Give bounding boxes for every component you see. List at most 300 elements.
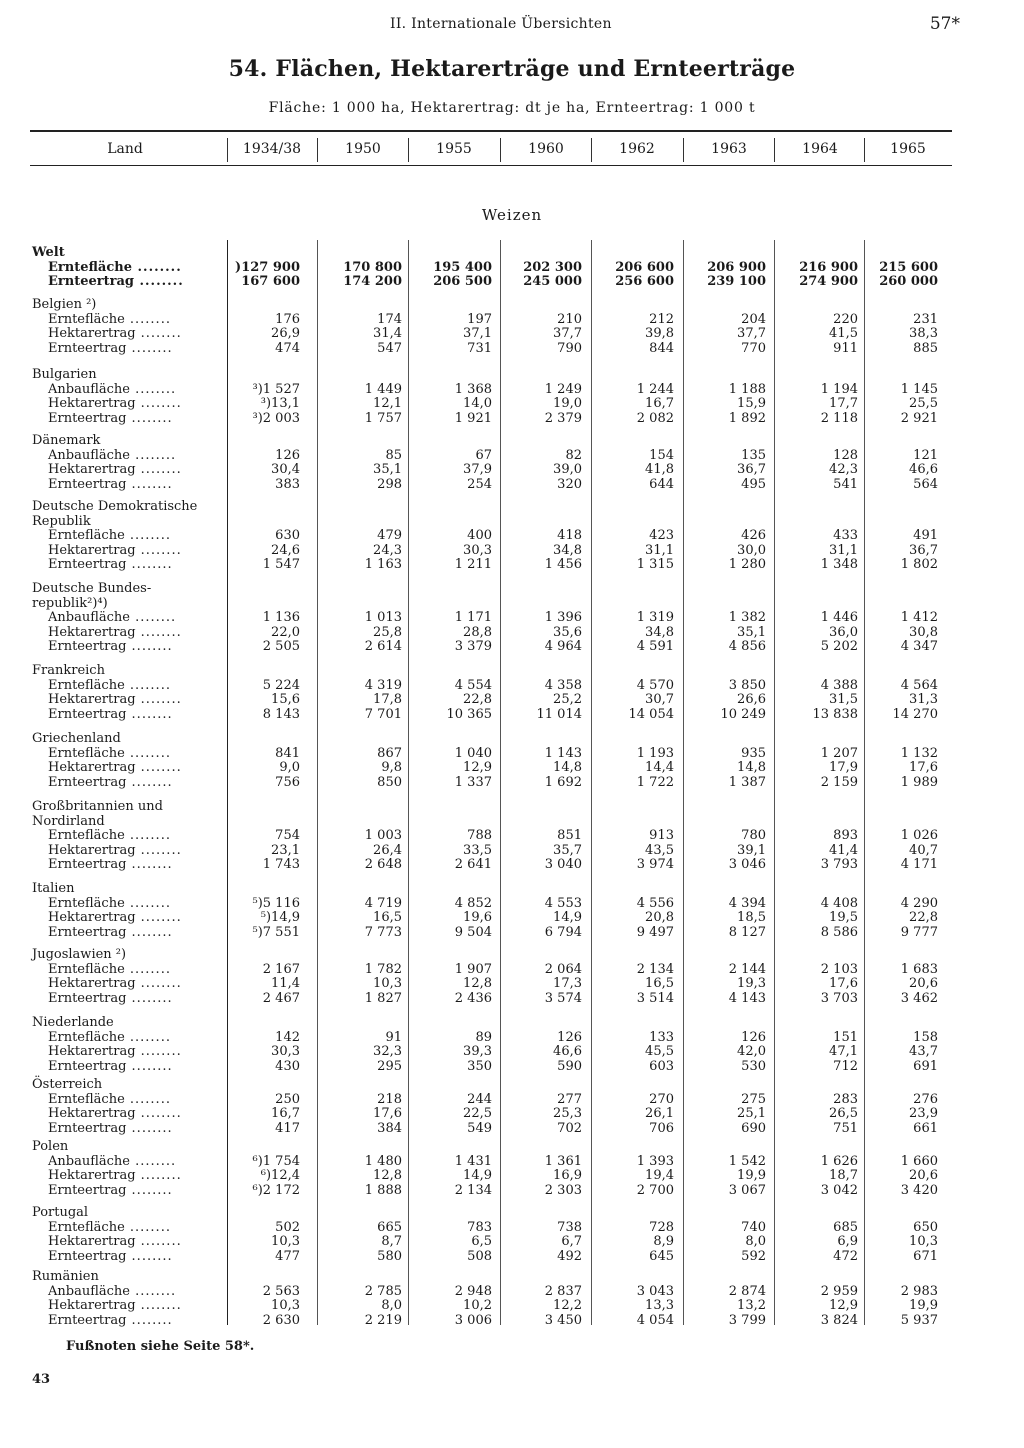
table-row — [30, 1299, 950, 1314]
table-cell: 706 — [649, 1120, 674, 1136]
row-label: Erntefläche ........ — [48, 1219, 171, 1235]
table-cell: 1 361 — [544, 1153, 582, 1169]
table-cell: 204 — [741, 311, 766, 327]
table-cell: 12,8 — [463, 976, 492, 992]
table-cell: 6,5 — [471, 1234, 492, 1250]
table-cell: 195 400 — [433, 259, 492, 275]
table-cell: 5 202 — [820, 639, 858, 655]
row-label: Ernteertrag ........ — [48, 1058, 173, 1074]
table-cell: 756 — [275, 774, 300, 790]
table-cell: 1 431 — [454, 1153, 492, 1169]
table-cell: 26,6 — [737, 692, 766, 708]
table-cell: 4 570 — [636, 677, 674, 693]
table-cell: 12,1 — [373, 396, 402, 412]
column-header-separator — [864, 138, 865, 162]
table-cell: 16,7 — [271, 1106, 300, 1122]
row-label: Hektarertrag ........ — [48, 542, 182, 558]
table-cell: 3 379 — [454, 639, 492, 655]
table-subtitle: Fläche: 1 000 ha, Hektarertrag: dt je ha, Ernteertrag: 1 000 t — [268, 100, 756, 116]
row-label: Erntefläche ........ — [48, 259, 182, 275]
table-cell: 1 446 — [820, 610, 858, 626]
column-header-year: 1950 — [345, 141, 381, 157]
table-cell: 1 921 — [454, 410, 492, 426]
row-label: Ernteertrag ........ — [48, 706, 173, 722]
table-cell: 1 163 — [364, 557, 402, 573]
table-cell: 31,5 — [829, 692, 858, 708]
row-label: Anbaufläche ........ — [48, 381, 177, 397]
table-cell: 202 300 — [523, 259, 582, 275]
table-cell: 2 630 — [262, 1312, 300, 1328]
table-cell: 3 850 — [728, 677, 766, 693]
row-label: Ernteertrag ........ — [48, 476, 173, 492]
table-cell: 17,6 — [829, 976, 858, 992]
table-cell: 22,8 — [463, 692, 492, 708]
country-block — [30, 732, 950, 790]
row-label: Erntefläche ........ — [48, 745, 171, 761]
table-cell: 14,8 — [553, 760, 582, 776]
table-row — [30, 911, 950, 926]
table-cell: 2 505 — [262, 639, 300, 655]
table-cell: 479 — [377, 528, 402, 544]
table-cell: 36,0 — [829, 624, 858, 640]
row-label: Erntefläche ........ — [48, 1091, 171, 1107]
table-cell: 2 648 — [364, 857, 402, 873]
table-cell: 170 800 — [343, 259, 402, 275]
table-cell: 154 — [649, 447, 674, 463]
table-row — [30, 1122, 950, 1137]
country-name: Bulgarien — [32, 367, 97, 382]
table-cell: 25,1 — [737, 1106, 766, 1122]
table-cell: 12,9 — [829, 1298, 858, 1314]
table-cell: 17,6 — [909, 760, 938, 776]
table-cell: 283 — [833, 1091, 858, 1107]
table-cell: 3 420 — [900, 1182, 938, 1198]
column-header-separator — [408, 138, 409, 162]
table-cell: 16,7 — [645, 396, 674, 412]
table-cell: 4 564 — [900, 677, 938, 693]
table-cell: 295 — [377, 1058, 402, 1074]
row-label: Ernteertrag ........ — [48, 1182, 173, 1198]
table-cell: 13,3 — [645, 1298, 674, 1314]
table-cell: 8 127 — [728, 924, 766, 940]
table-cell: 37,7 — [553, 326, 582, 342]
table-cell: 3 046 — [728, 857, 766, 873]
table-cell: 277 — [557, 1091, 582, 1107]
table-cell: 126 — [275, 447, 300, 463]
table-cell: 1 757 — [364, 410, 402, 426]
table-cell: 34,8 — [645, 624, 674, 640]
table-cell: 2 303 — [544, 1182, 582, 1198]
row-label: Hektarertrag ........ — [48, 624, 182, 640]
table-cell: 14,4 — [645, 760, 674, 776]
table-cell: 770 — [741, 340, 766, 356]
table-cell: 580 — [377, 1248, 402, 1264]
table-cell: 30,7 — [645, 692, 674, 708]
table-cell: 30,3 — [271, 1044, 300, 1060]
column-header-year: 1934/38 — [242, 141, 302, 157]
table-row — [30, 383, 950, 398]
column-header-separator — [683, 138, 684, 162]
table-cell: 1 319 — [636, 610, 674, 626]
table-cell: 35,1 — [737, 624, 766, 640]
table-row — [30, 1235, 950, 1250]
table-cell: 16,5 — [645, 976, 674, 992]
table-cell: 4 143 — [728, 990, 766, 1006]
table-cell: 46,6 — [553, 1044, 582, 1060]
table-row — [30, 327, 950, 342]
table-cell: 2 436 — [454, 990, 492, 1006]
table-cell: 14,8 — [737, 760, 766, 776]
table-cell: 603 — [649, 1058, 674, 1074]
table-cell: 42,0 — [737, 1044, 766, 1060]
country-name: Italien — [32, 881, 75, 896]
table-row — [30, 963, 950, 978]
table-cell: 1 348 — [820, 557, 858, 573]
row-label: Hektarertrag ........ — [48, 842, 182, 858]
table-cell: 33,5 — [463, 842, 492, 858]
table-cell: 2 614 — [364, 639, 402, 655]
table-cell: 128 — [833, 447, 858, 463]
table-cell: 2 563 — [262, 1283, 300, 1299]
column-header-year: 1955 — [436, 141, 472, 157]
table-cell: 491 — [913, 528, 938, 544]
table-cell: 14 054 — [628, 706, 674, 722]
column-header-year: 1963 — [711, 141, 747, 157]
row-label: Ernteertrag ........ — [48, 1248, 173, 1264]
country-name-continued: Nordirland — [32, 813, 105, 829]
table-cell: 1 480 — [364, 1153, 402, 1169]
table-row — [30, 1060, 950, 1075]
table-cell: 1 040 — [454, 745, 492, 761]
table-cell: 1 145 — [900, 381, 938, 397]
row-label: Hektarertrag ........ — [48, 326, 182, 342]
table-cell: 3 514 — [636, 990, 674, 1006]
table-cell: 1 888 — [364, 1182, 402, 1198]
table-row — [30, 761, 950, 776]
table-cell: 245 000 — [523, 274, 582, 290]
table-cell: 1 003 — [364, 828, 402, 844]
table-cell: 4 554 — [454, 677, 492, 693]
table-cell: 18,7 — [829, 1168, 858, 1184]
table-cell: 712 — [833, 1058, 858, 1074]
country-block — [30, 1016, 950, 1074]
row-label: Ernteertrag ........ — [48, 639, 173, 655]
table-cell: 4 556 — [636, 895, 674, 911]
table-cell: 2 983 — [900, 1283, 938, 1299]
table-cell: 400 — [467, 528, 492, 544]
table-cell: 430 — [275, 1058, 300, 1074]
table-row — [30, 463, 950, 478]
row-label: Ernteertrag ........ — [48, 340, 173, 356]
table-cell: 7 701 — [364, 706, 402, 722]
country-name: Griechenland — [32, 731, 121, 746]
table-cell: 426 — [741, 528, 766, 544]
table-cell: 216 900 — [799, 259, 858, 275]
table-cell: 1 683 — [900, 961, 938, 977]
table-cell: 11 014 — [536, 706, 582, 722]
country-block — [30, 948, 950, 1006]
table-cell: 126 — [741, 1029, 766, 1045]
column-header-separator — [317, 138, 318, 162]
table-cell: 844 — [649, 340, 674, 356]
table-cell: 254 — [467, 476, 492, 492]
table-cell: 142 — [275, 1029, 300, 1045]
table-cell: 1 315 — [636, 557, 674, 573]
table-cell: 6 794 — [544, 924, 582, 940]
table-row — [30, 858, 950, 873]
table-cell: 40,7 — [909, 842, 938, 858]
table-cell: 41,8 — [645, 462, 674, 478]
table-cell: 644 — [649, 476, 674, 492]
table-cell: 218 — [377, 1091, 402, 1107]
row-label: Hektarertrag ........ — [48, 1168, 182, 1184]
table-cell: 9,0 — [279, 760, 300, 776]
row-label: Ernteertrag ........ — [48, 857, 173, 873]
table-cell: 2 134 — [636, 961, 674, 977]
table-cell: 206 500 — [433, 274, 492, 290]
table-cell: 1 194 — [820, 381, 858, 397]
country-block — [30, 368, 950, 426]
table-row — [30, 977, 950, 992]
column-header-separator — [500, 138, 501, 162]
table-cell: 10,3 — [373, 976, 402, 992]
table-cell: 1 626 — [820, 1153, 858, 1169]
table-row — [30, 1093, 950, 1108]
row-label: Anbaufläche ........ — [48, 447, 177, 463]
table-cell: 738 — [557, 1219, 582, 1235]
table-cell: 14,9 — [553, 910, 582, 926]
country-block — [30, 664, 950, 722]
table-cell: 1 892 — [728, 410, 766, 426]
row-label: Erntefläche ........ — [48, 828, 171, 844]
page-header — [30, 14, 960, 38]
table-cell: 3 040 — [544, 857, 582, 873]
table-cell: 477 — [275, 1248, 300, 1264]
table-cell: 31,4 — [373, 326, 402, 342]
table-cell: 350 — [467, 1058, 492, 1074]
table-cell: 867 — [377, 745, 402, 761]
table-cell: 630 — [275, 528, 300, 544]
table-cell: 20,6 — [909, 1168, 938, 1184]
country-block — [30, 246, 950, 290]
country-name: Polen — [32, 1139, 69, 1154]
row-label: Ernteertrag ........ — [48, 774, 173, 790]
country-name: Welt — [32, 245, 65, 260]
table-cell: 530 — [741, 1058, 766, 1074]
country-name: Belgien ²) — [32, 297, 97, 312]
table-cell: 15,9 — [737, 396, 766, 412]
table-cell: 19,6 — [463, 910, 492, 926]
table-row — [30, 844, 950, 859]
table-cell: 1 368 — [454, 381, 492, 397]
table-row — [30, 529, 950, 544]
table-cell: ⁶)1 754 — [252, 1153, 300, 1169]
table-cell: 2 467 — [262, 990, 300, 1006]
table-cell: 1 387 — [728, 774, 766, 790]
table-cell: 275 — [741, 1091, 766, 1107]
table-cell: 10,3 — [271, 1234, 300, 1250]
table-cell: 911 — [833, 340, 858, 356]
table-cell: 37,1 — [463, 326, 492, 342]
country-name: Deutsche Bundes- — [32, 581, 152, 596]
table-cell: 16,5 — [373, 910, 402, 926]
table-cell: 17,3 — [553, 976, 582, 992]
table-cell: 212 — [649, 311, 674, 327]
table-row — [30, 708, 950, 723]
table-row — [30, 776, 950, 791]
table-cell: ⁵)5 116 — [252, 895, 300, 911]
table-cell: 31,1 — [829, 542, 858, 558]
table-cell: 8,0 — [745, 1234, 766, 1250]
table-cell: 22,8 — [909, 910, 938, 926]
crop-title: Weizen — [481, 206, 543, 224]
country-name: Rumänien — [32, 1269, 99, 1284]
table-cell: 1 547 — [262, 557, 300, 573]
table-cell: 1 412 — [900, 610, 938, 626]
table-cell: 1 393 — [636, 1153, 674, 1169]
table-cell: 6,7 — [561, 1234, 582, 1250]
table-cell: 35,6 — [553, 624, 582, 640]
table-cell: 39,0 — [553, 462, 582, 478]
table-cell: 12,8 — [373, 1168, 402, 1184]
table-cell: 645 — [649, 1248, 674, 1264]
table-cell: 590 — [557, 1058, 582, 1074]
table-cell: 728 — [649, 1219, 674, 1235]
table-cell: 731 — [467, 340, 492, 356]
table-cell: 423 — [649, 528, 674, 544]
country-name-continued: republik²)⁴) — [32, 595, 108, 611]
table-row — [30, 558, 950, 573]
table-cell: 1 211 — [454, 557, 492, 573]
table-cell: 3 574 — [544, 990, 582, 1006]
table-row — [30, 397, 950, 412]
table-cell: 788 — [467, 828, 492, 844]
table-cell: 1 280 — [728, 557, 766, 573]
column-header-separator — [227, 138, 228, 162]
table-cell: 4 591 — [636, 639, 674, 655]
table-cell: 30,4 — [271, 462, 300, 478]
table-cell: 3 703 — [820, 990, 858, 1006]
table-cell: 502 — [275, 1219, 300, 1235]
row-label: Erntefläche ........ — [48, 677, 171, 693]
table-cell: 31,3 — [909, 692, 938, 708]
table-cell: 1 456 — [544, 557, 582, 573]
table-cell: 592 — [741, 1248, 766, 1264]
table-cell: 36,7 — [909, 542, 938, 558]
table-cell: 46,6 — [909, 462, 938, 478]
table-cell: ³)2 003 — [252, 410, 300, 426]
table-cell: 43,7 — [909, 1044, 938, 1060]
table-cell: 14 270 — [892, 706, 938, 722]
table-row — [30, 626, 950, 641]
country-block — [30, 582, 950, 655]
table-cell: 67 — [475, 447, 492, 463]
table-cell: 260 000 — [879, 274, 938, 290]
table-cell: 250 — [275, 1091, 300, 1107]
table-cell: 9 497 — [636, 924, 674, 940]
table-cell: 20,6 — [909, 976, 938, 992]
table-cell: 3 043 — [636, 1283, 674, 1299]
table-cell: 1 193 — [636, 745, 674, 761]
table-row — [30, 1169, 950, 1184]
table-cell: 740 — [741, 1219, 766, 1235]
table-cell: 206 600 — [615, 259, 674, 275]
table-cell: 197 — [467, 311, 492, 327]
table-cell: 28,8 — [463, 624, 492, 640]
table-cell: 474 — [275, 340, 300, 356]
table-cell: 417 — [275, 1120, 300, 1136]
table-cell: 6,9 — [837, 1234, 858, 1250]
table-cell: 383 — [275, 476, 300, 492]
row-label: Hektarertrag ........ — [48, 760, 182, 776]
country-block — [30, 434, 950, 492]
table-cell: 41,5 — [829, 326, 858, 342]
table-row — [30, 1221, 950, 1236]
table-cell: 19,9 — [737, 1168, 766, 1184]
table-cell: 20,8 — [645, 910, 674, 926]
table-cell: 1 143 — [544, 745, 582, 761]
table-row — [30, 449, 950, 464]
table-cell: 841 — [275, 745, 300, 761]
table-cell: 17,9 — [829, 760, 858, 776]
table-cell: 16,9 — [553, 1168, 582, 1184]
table-cell: 1 989 — [900, 774, 938, 790]
table-cell: 4 054 — [636, 1312, 674, 1328]
column-header-land: Land — [107, 141, 143, 157]
table-cell: 3 799 — [728, 1312, 766, 1328]
table-cell: 1 449 — [364, 381, 402, 397]
table-cell: 4 358 — [544, 677, 582, 693]
table-cell: 935 — [741, 745, 766, 761]
table-cell: 495 — [741, 476, 766, 492]
table-cell: 4 964 — [544, 639, 582, 655]
country-block — [30, 1270, 950, 1328]
table-cell: 17,6 — [373, 1106, 402, 1122]
table-row — [30, 342, 950, 357]
row-label: Anbaufläche ........ — [48, 610, 177, 626]
country-name: Frankreich — [32, 663, 105, 678]
table-cell: 167 600 — [241, 274, 300, 290]
table-cell: ⁵)7 551 — [252, 924, 300, 940]
header-rule-bottom — [30, 165, 952, 166]
table-row — [30, 640, 950, 655]
table-cell: 508 — [467, 1248, 492, 1264]
footnote-reference: Fußnoten siehe Seite 58*. — [66, 1339, 255, 1354]
table-row — [30, 679, 950, 694]
table-cell: 1 396 — [544, 610, 582, 626]
table-cell: 2 921 — [900, 410, 938, 426]
table-row — [30, 1107, 950, 1122]
table-cell: 22,5 — [463, 1106, 492, 1122]
table-row — [30, 1250, 950, 1265]
table-cell: 121 — [913, 447, 938, 463]
table-row — [30, 1045, 950, 1060]
table-cell: 851 — [557, 828, 582, 844]
row-label: Erntefläche ........ — [48, 528, 171, 544]
table-cell: 19,3 — [737, 976, 766, 992]
table-cell: 754 — [275, 828, 300, 844]
table-row — [30, 261, 950, 276]
country-block — [30, 1206, 950, 1264]
table-cell: 5 224 — [262, 677, 300, 693]
table-cell: 239 100 — [707, 274, 766, 290]
table-cell: 18,5 — [737, 910, 766, 926]
table-cell: ⁶)12,4 — [260, 1168, 300, 1184]
row-label: Ernteertrag ........ — [48, 274, 184, 290]
row-label: Erntefläche ........ — [48, 1029, 171, 1045]
row-label: Hektarertrag ........ — [48, 1044, 182, 1060]
column-header-year: 1960 — [528, 141, 564, 157]
